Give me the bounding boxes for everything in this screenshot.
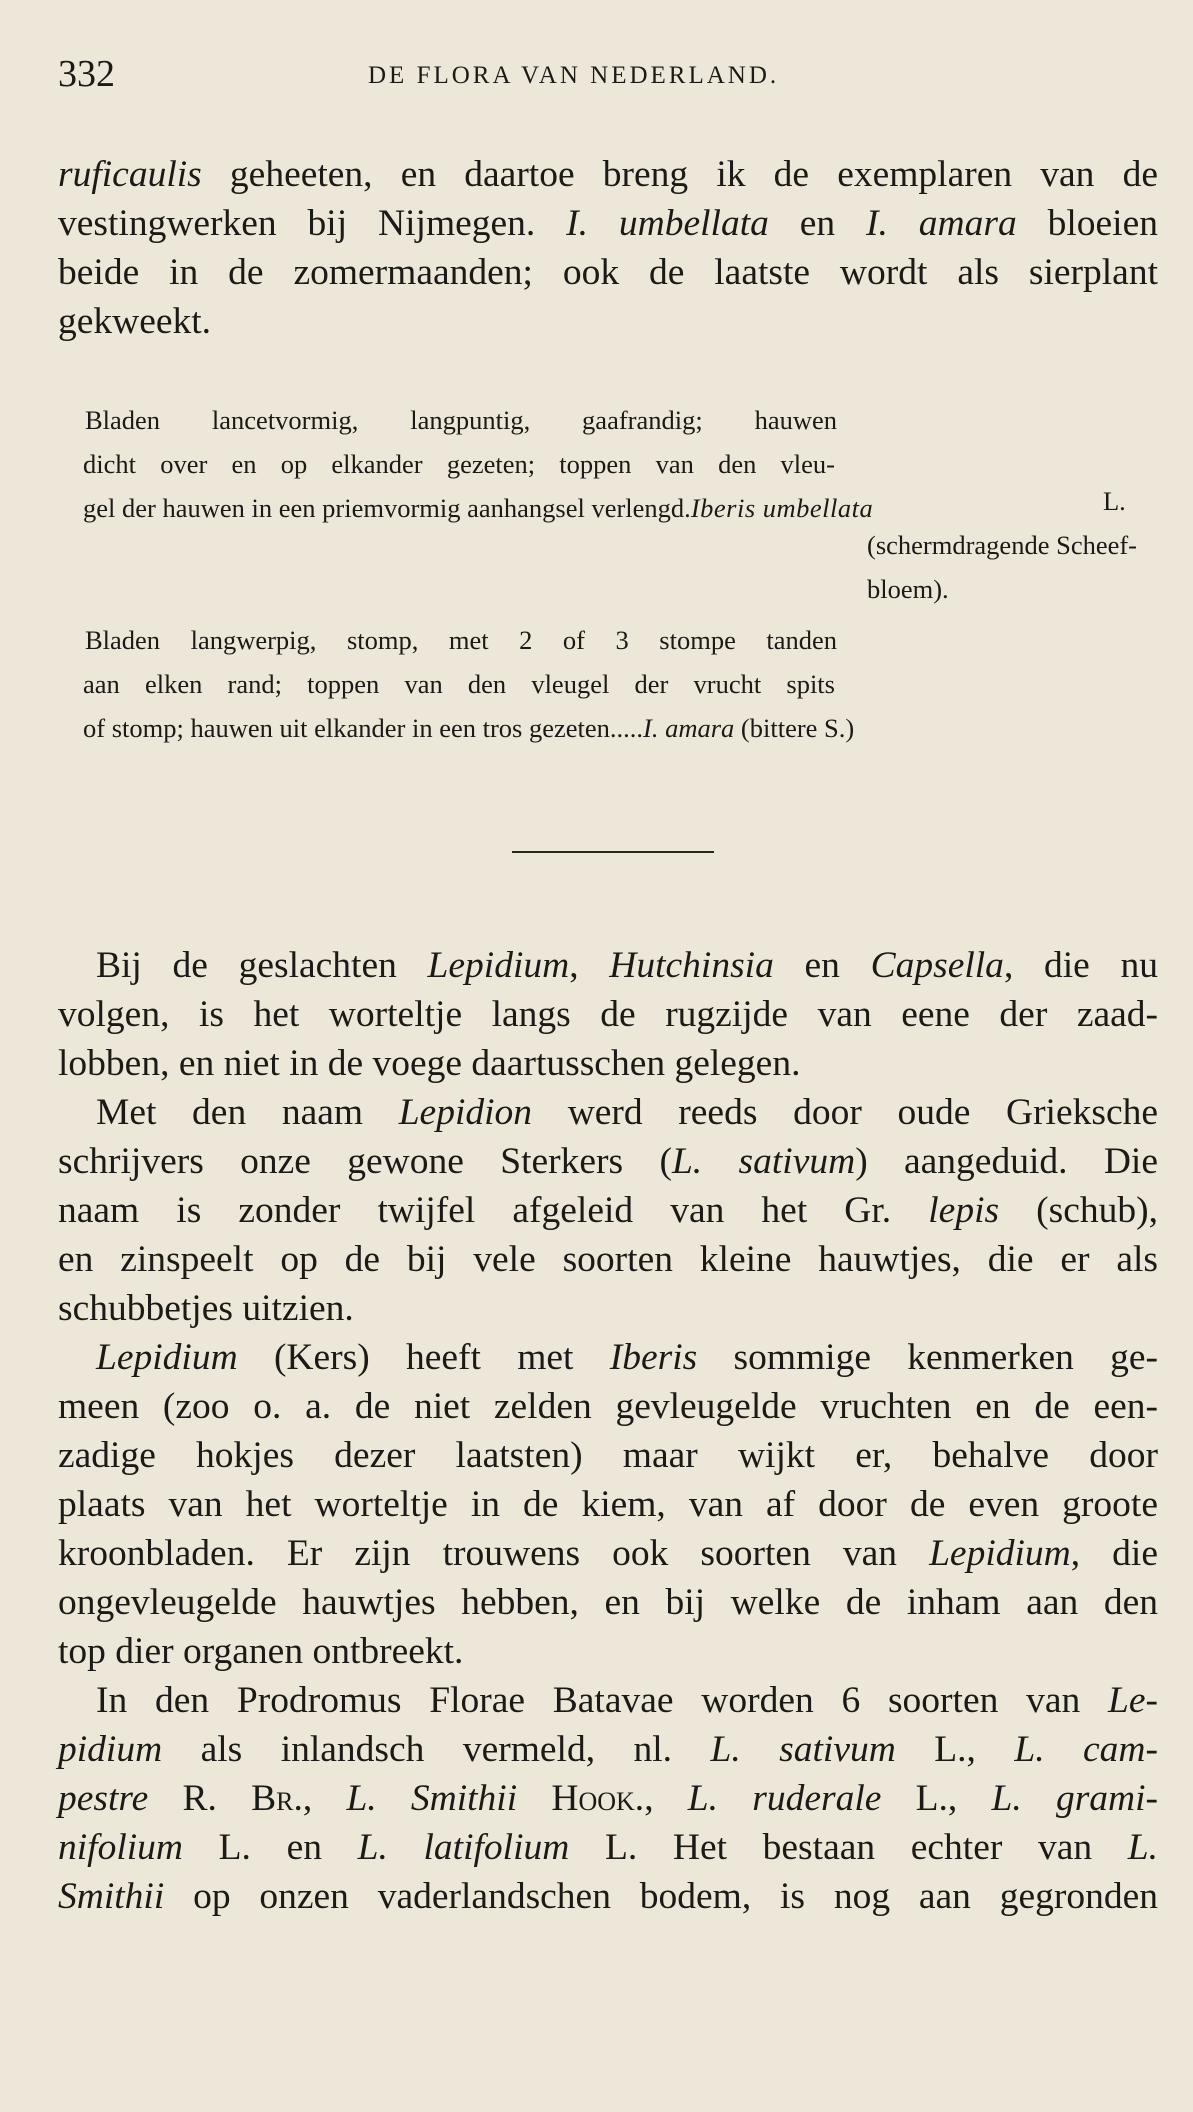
text-line: kroonbladen. Er zijn trouwens ook soorten van Lepidium, die — [58, 1533, 1158, 1574]
text-line: pidium als inlandsch vermeld, nl. L. sativum L., L. cam- — [58, 1729, 1158, 1770]
running-title: DE FLORA VAN NEDERLAND. — [368, 62, 780, 89]
text-line: lobben, en niet in de voege daartusschen gelegen. — [58, 1043, 801, 1084]
common-name: (schermdragende Scheef- — [867, 530, 1138, 560]
text-line: beide in de zomermaanden; ook de laatste wordt als sierplant — [58, 252, 1158, 293]
key-line: Bladen langwerpig, stomp, met 2 of 3 stompe tanden — [85, 625, 837, 655]
section-divider — [512, 851, 714, 853]
page-number: 332 — [58, 53, 115, 95]
text-line: zadige hokjes dezer laatsten) maar wijkt er, behalve door — [58, 1435, 1158, 1476]
text-line: volgen, is het worteltje langs de rugzijde van eene der zaad- — [58, 994, 1158, 1035]
text-line: top dier organen ontbreekt. — [58, 1631, 464, 1672]
key-line: gel der hauwen in een priemvormig aanhangsel verlengd.Iberis umbellata — [83, 493, 874, 523]
text-line: schubbetjes uitzien. — [58, 1288, 354, 1329]
text-line: In den Prodromus Florae Batavae worden 6 soorten van Le- — [96, 1680, 1158, 1721]
text-line: ongevleugelde hauwtjes hebben, en bij welke de inham aan den — [58, 1582, 1158, 1623]
text-line: ruficaulis geheeten, en daartoe breng ik de exemplaren van de — [58, 154, 1158, 195]
text-line: nifolium L. en L. latifolium L. Het bestaan echter van L. — [58, 1827, 1158, 1868]
body-text — [58, 941, 1158, 1921]
common-name: bloem). — [867, 574, 949, 604]
text-line: Smithii op onzen vaderlandschen bodem, is nog aan gegronden — [58, 1876, 1158, 1917]
species-author: L. — [1103, 486, 1126, 516]
text-line: naam is zonder twijfel afgeleid van het Gr. lepis (schub), — [58, 1190, 1158, 1231]
text-line: pestre R. Br., L. Smithii Hook., L. ruderale L., L. grami- — [58, 1778, 1159, 1819]
species-key — [85, 398, 1165, 768]
key-line: aan elken rand; toppen van den vleugel der vrucht spits — [83, 669, 835, 699]
key-line: Bladen lancetvormig, langpuntig, gaafrandig; hauwen — [85, 405, 837, 435]
key-line: dicht over en op elkander gezeten; toppen van den vleu- — [83, 449, 835, 479]
species-name: I. amara — [643, 713, 735, 743]
text-line: Bij de geslachten Lepidium, Hutchinsia en Capsella, die nu — [96, 945, 1158, 986]
common-name: (bittere S.) — [740, 713, 855, 743]
key-line: of stomp; hauwen uit elkander in een tros gezeten.....I. amara (bittere S.) — [83, 713, 855, 743]
page-header — [58, 52, 1148, 102]
text-line: vestingwerken bij Nijmegen. I. umbellata en I. amara bloeien — [58, 203, 1158, 244]
text-line: plaats van het worteltje in de kiem, van af door de even groote — [58, 1484, 1158, 1525]
text-line: Lepidium (Kers) heeft met Iberis sommige kenmerken ge- — [96, 1337, 1158, 1378]
text-line: meen (zoo o. a. de niet zelden gevleugelde vruchten en de een- — [58, 1386, 1158, 1427]
text-line: schrijvers onze gewone Sterkers (L. sativum) aangeduid. Die — [58, 1141, 1158, 1182]
species-name: Iberis umbellata — [690, 493, 874, 523]
text-line: en zinspeelt op de bij vele soorten kleine hauwtjes, die er als — [58, 1239, 1158, 1280]
intro-paragraph — [58, 150, 1158, 346]
text-line: Met den naam Lepidion werd reeds door oude Grieksche — [96, 1092, 1158, 1133]
text-line: gekweekt. — [58, 301, 212, 342]
